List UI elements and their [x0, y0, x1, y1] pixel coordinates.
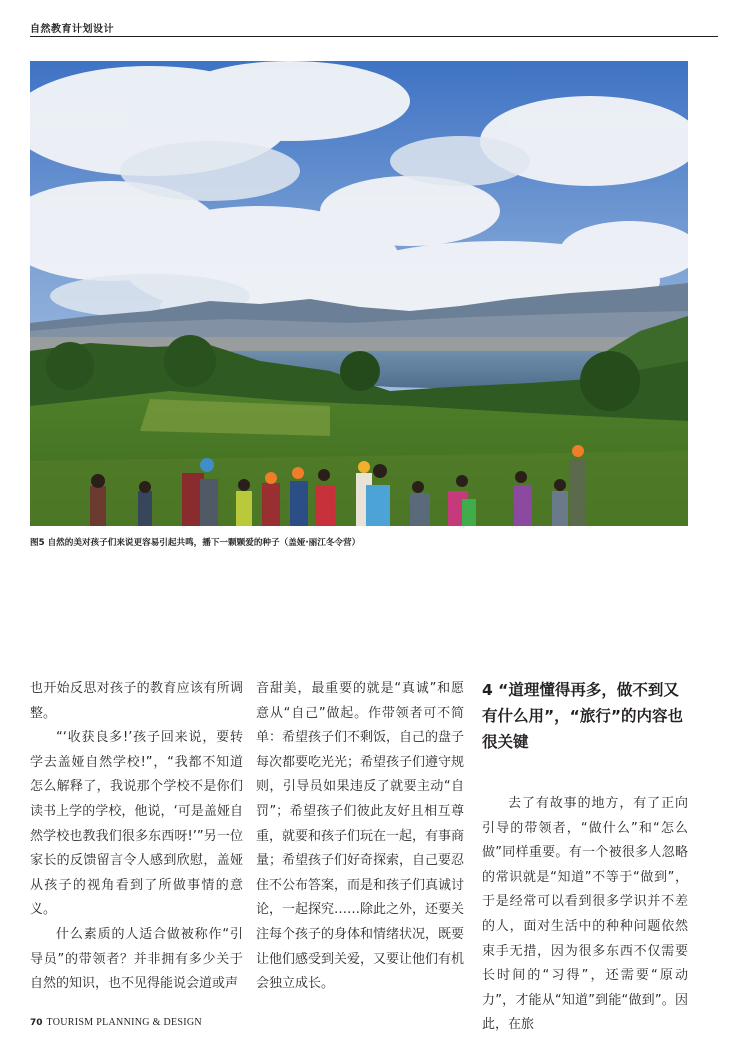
text-column-1: [30, 677, 243, 997]
figure-caption: 图5 自然的美对孩子们来说更容易引起共鸣，播下一颗颗爱的种子（盖娅·丽江冬令营）: [30, 538, 361, 548]
paragraph: 音甜美，最重要的就是“真诚”和愿意从“自己”做起。作带领者可不简单：希望孩子们不剩饭，自己的盘子每次都要吃光光；希望孩子们遵守规则，引导员如果违反了就要主动“自罚”；希望孩子们彼此友好且相互尊重，就要和孩子们玩在一起，有事商量；希望孩子们好奇探索，自己要忍住不公布答案，而是和孩子们真诚讨论，一起探究……除此之外，还要关注每个孩子的身体和情绪状况，既要让他们感受到关爱，又要让他们有机会独立成长。: [256, 681, 465, 992]
landscape-photo: [30, 61, 688, 526]
section-heading: 4 “道理懂得再多，做不到又有什么用”，“旅行”的内容也很关键: [482, 681, 684, 751]
paragraph: 去了有故事的地方，有了正向引导的带领者，“做什么”和“怎么做”同样重要。有一个被很多人忽略的常识就是“知道”不等于“做到”，于是经常可以看到很多学识并不差的人，面对生活中的种种问题依然束手无措，因为很多东西不仅需要长时间的“习得”，还需要“原动力”，才能从“知道”到能“做到”。因此，在旅: [482, 796, 688, 1033]
page-footer: [30, 1017, 202, 1028]
paragraph: 也开始反思对孩子的教育应该有所调整。: [30, 681, 243, 721]
magazine-name: TOURISM PLANNING & DESIGN: [46, 1017, 202, 1028]
text-column-3: [482, 677, 688, 1038]
paragraph: 什么素质的人适合做被称作“引导员”的带领者？并非拥有多少关于自然的知识，也不见得能说会道或声: [30, 926, 243, 992]
text-column-2: [256, 677, 464, 997]
paragraph: “‘收获良多!’孩子回来说，要转学去盖娅自然学校!”，“我都不知道怎么解释了，我说那个学校不是你们读书上学的学校，他说，‘可是盖娅自然学校也教我们很多东西呀!’”另一位家长的反馈留言令人感到欣慰，盖娅从孩子的视角看到了所做事情的意义。: [30, 730, 243, 918]
page-number: 70: [30, 1018, 43, 1028]
section-title: 自然教育计划设计: [30, 24, 114, 35]
running-header: [30, 20, 718, 37]
